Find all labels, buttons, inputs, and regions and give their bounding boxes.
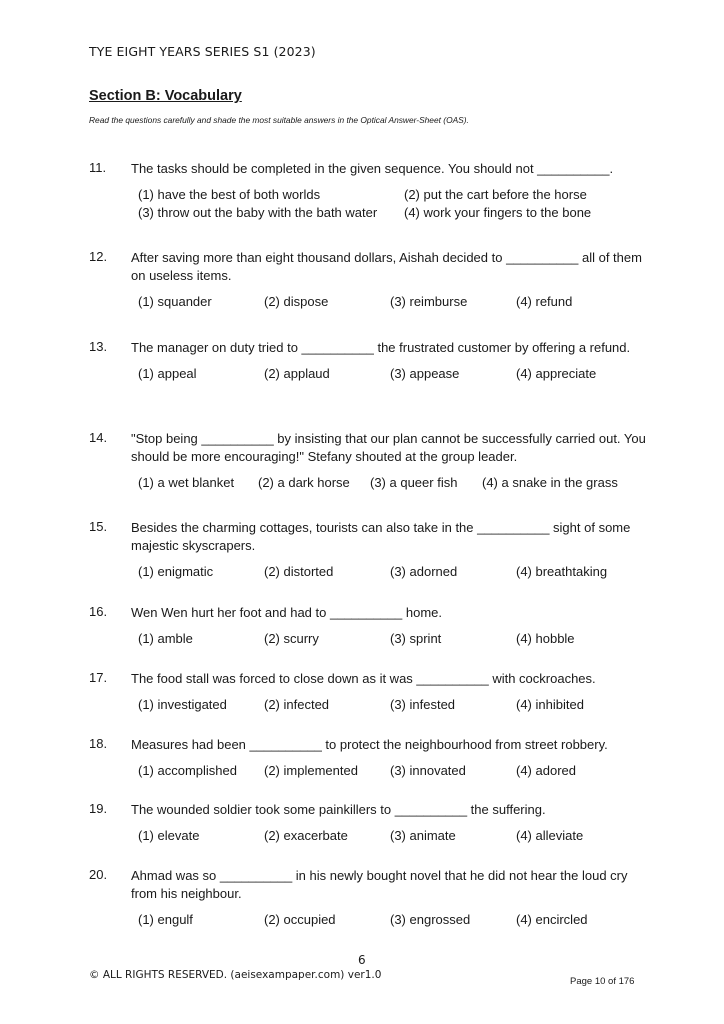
option-2: (2) implemented — [264, 763, 358, 778]
question-text: After saving more than eight thousand dollars, Aishah decided to __________ all of them on useless items. — [131, 250, 642, 283]
page-counter: Page 10 of 176 — [570, 976, 635, 987]
question-number: 17. — [89, 670, 108, 685]
option-3: (3) animate — [390, 828, 456, 843]
question-number: 19. — [89, 801, 108, 816]
option-2: (2) dispose — [264, 294, 329, 309]
option-4: (4) alleviate — [516, 828, 584, 843]
question-number: 13. — [89, 339, 108, 354]
option-2: (2) occupied — [264, 912, 336, 927]
question-number: 16. — [89, 604, 108, 619]
option-4: (4) a snake in the grass — [482, 475, 618, 490]
question-16 — [89, 604, 649, 649]
question-15 — [89, 519, 649, 582]
option-4: (4) adored — [516, 763, 576, 778]
document-header: TYE EIGHT YEARS SERIES S1 (2023) — [89, 44, 316, 59]
question-13 — [89, 339, 649, 384]
question-14 — [89, 430, 649, 493]
option-3: (3) a queer fish — [370, 475, 458, 490]
question-text: The manager on duty tried to __________ the frustrated customer by offering a refund. — [131, 340, 631, 355]
options-list — [138, 564, 649, 582]
question-number: 20. — [89, 867, 108, 882]
question-text: The tasks should be completed in the given sequence. You should not __________. — [131, 161, 614, 176]
question-number: 12. — [89, 249, 108, 264]
option-2: (2) applaud — [264, 366, 330, 381]
option-4: (4) appreciate — [516, 366, 597, 381]
option-1: (1) enigmatic — [138, 564, 214, 579]
option-4: (4) inhibited — [516, 697, 584, 712]
option-1: (1) elevate — [138, 828, 200, 843]
option-1: (1) amble — [138, 631, 193, 646]
option-3: (3) sprint — [390, 631, 442, 646]
option-3: (3) infested — [390, 697, 456, 712]
question-text: Besides the charming cottages, tourists can also take in the __________ sight of some majestic skyscrapers. — [131, 520, 631, 553]
option-2: (2) infected — [264, 697, 330, 712]
option-3: (3) appease — [390, 366, 460, 381]
question-number: 18. — [89, 736, 108, 751]
options-list — [138, 912, 649, 930]
question-text: Measures had been __________ to protect the neighbourhood from street robbery. — [131, 737, 608, 752]
question-text: "Stop being __________ by insisting that our plan cannot be successfully carried out. You should be more encouraging!" Stefany shouted at the group leader. — [131, 431, 646, 464]
option-2: (2) scurry — [264, 631, 319, 646]
options-list — [138, 828, 649, 846]
option-1: (1) appeal — [138, 366, 197, 381]
option-3: (3) engrossed — [390, 912, 471, 927]
question-19 — [89, 801, 649, 846]
options-list — [138, 631, 649, 649]
option-3: (3) reimburse — [390, 294, 468, 309]
page-number: 6 — [358, 953, 366, 967]
option-1: (1) a wet blanket — [138, 475, 235, 490]
section-instructions: Read the questions carefully and shade the most suitable answers in the Optical Answer-Sheet (OAS). — [89, 115, 469, 125]
question-text: The food stall was forced to close down as it was __________ with cockroaches. — [131, 671, 596, 686]
question-number: 15. — [89, 519, 108, 534]
question-12 — [89, 249, 649, 312]
option-3: (3) throw out the baby with the bath water — [138, 205, 378, 220]
question-20 — [89, 867, 649, 930]
option-2: (2) distorted — [264, 564, 334, 579]
option-3: (3) adorned — [390, 564, 458, 579]
copyright-footer: © ALL RIGHTS RESERVED. (aeisexampaper.com) ver1.0 — [89, 969, 382, 981]
option-4: (4) encircled — [516, 912, 588, 927]
option-3: (3) innovated — [390, 763, 466, 778]
option-1: (1) investigated — [138, 697, 227, 712]
option-1: (1) have the best of both worlds — [138, 187, 321, 202]
options-list — [138, 294, 649, 312]
option-4: (4) work your fingers to the bone — [404, 205, 592, 220]
option-1: (1) accomplished — [138, 763, 237, 778]
question-number: 14. — [89, 430, 108, 445]
options-list — [138, 697, 649, 715]
section-title: Section B: Vocabulary — [89, 88, 242, 104]
question-text: Ahmad was so __________ in his newly bought novel that he did not hear the loud cry from his neighbour. — [131, 868, 628, 901]
option-2: (2) exacerbate — [264, 828, 348, 843]
options-list — [138, 366, 649, 384]
question-18 — [89, 736, 649, 781]
question-17 — [89, 670, 649, 715]
option-4: (4) breathtaking — [516, 564, 608, 579]
option-1: (1) squander — [138, 294, 212, 309]
options-list — [138, 763, 649, 781]
options-list — [138, 475, 649, 493]
option-1: (1) engulf — [138, 912, 193, 927]
question-text: The wounded soldier took some painkillers to __________ the suffering. — [131, 802, 546, 817]
question-11 — [89, 160, 649, 223]
option-4: (4) refund — [516, 294, 573, 309]
options-list — [138, 187, 649, 223]
question-number: 11. — [89, 160, 107, 175]
option-4: (4) hobble — [516, 631, 575, 646]
option-2: (2) a dark horse — [258, 475, 350, 490]
option-2: (2) put the cart before the horse — [404, 187, 587, 202]
question-text: Wen Wen hurt her foot and had to __________ home. — [131, 605, 443, 620]
